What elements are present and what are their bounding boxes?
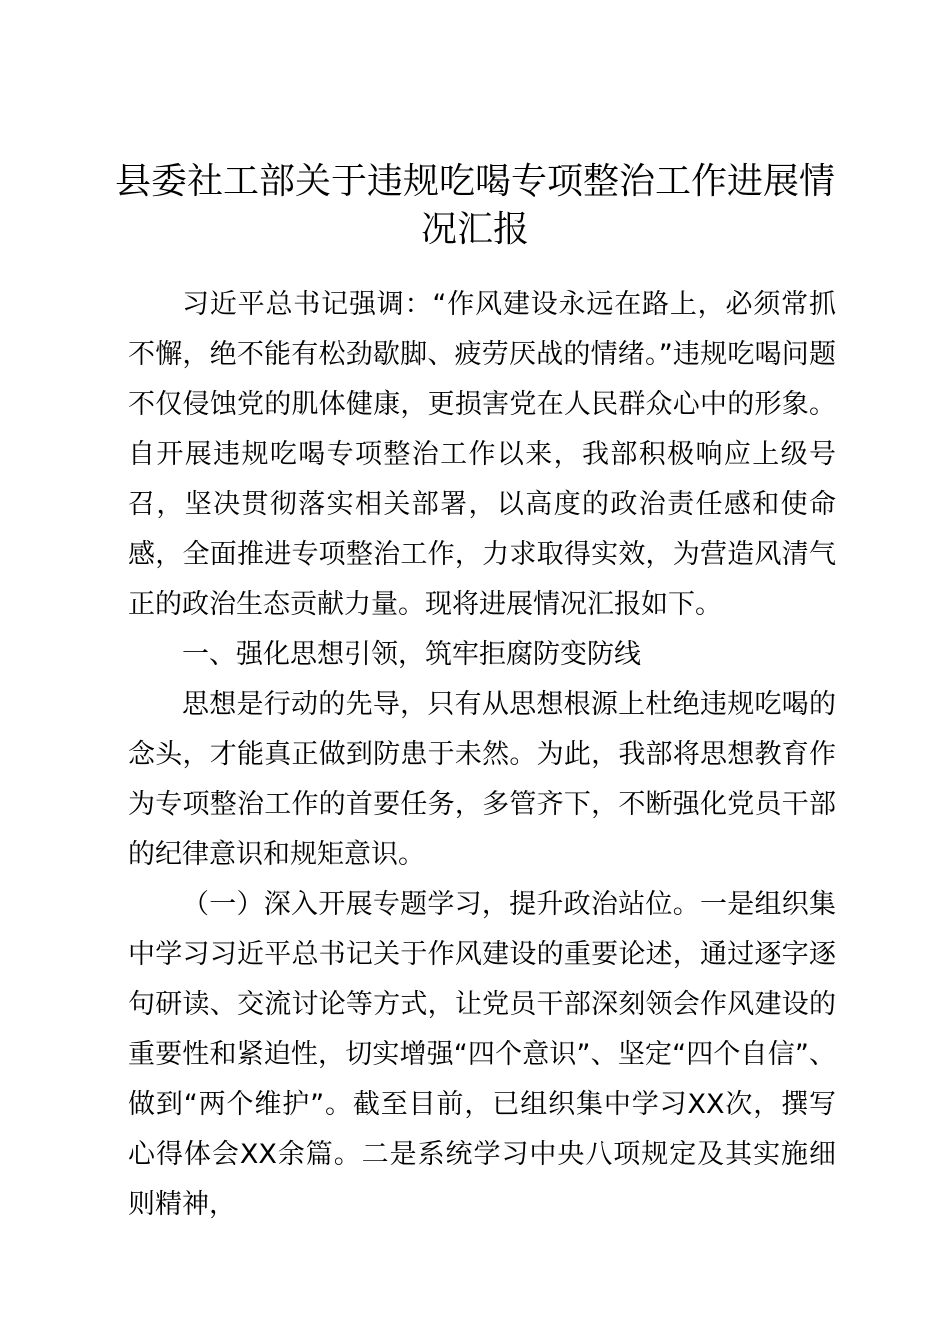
paragraph-subsection-1: （一）深入开展专题学习，提升政治站位。一是组织集中学习习近平总书记关于作风建设的重要论述，通过逐字逐句研读、交流讨论等方式，让党员干部深刻领会作风建设的重要性和紧迫性，切实增强“四个意识”、坚定“四个自信”、做到“两个维护”。截至目前，已组织集中学习XX次，撰写心得体会XX余篇。二是系统学习中央八项规定及其实施细则精神， — [128, 889, 836, 1220]
document-body — [128, 280, 836, 1230]
document-title: 县委社工部关于违规吃喝专项整治工作进展情况汇报 — [114, 161, 835, 250]
paragraph-section-1: 思想是行动的先导，只有从思想根源上杜绝违规吃喝的念头，才能真正做到防患于未然。为此，我部将思想教育作为专项整治工作的首要任务，多管齐下，不断强化党员干部的纪律意识和规矩意识。 — [128, 689, 836, 870]
paragraph-intro: 习近平总书记强调：“作风建设永远在路上，必须常抓不懈，绝不能有松劲歇脚、疲劳厌战的情绪。”违规吃喝问题不仅侵蚀党的肌体健康，更损害党在人民群众心中的形象。自开展违规吃喝专项整治工作以来，我部积极响应上级号召，坚决贯彻落实相关部署，以高度的政治责任感和使命感，全面推进专项整治工作，力求取得实效，为营造风清气正的政治生态贡献力量。现将进展情况汇报如下。 — [128, 289, 836, 620]
section-heading-1: 一、强化思想引领，筑牢拒腐防变防线 — [182, 639, 641, 670]
